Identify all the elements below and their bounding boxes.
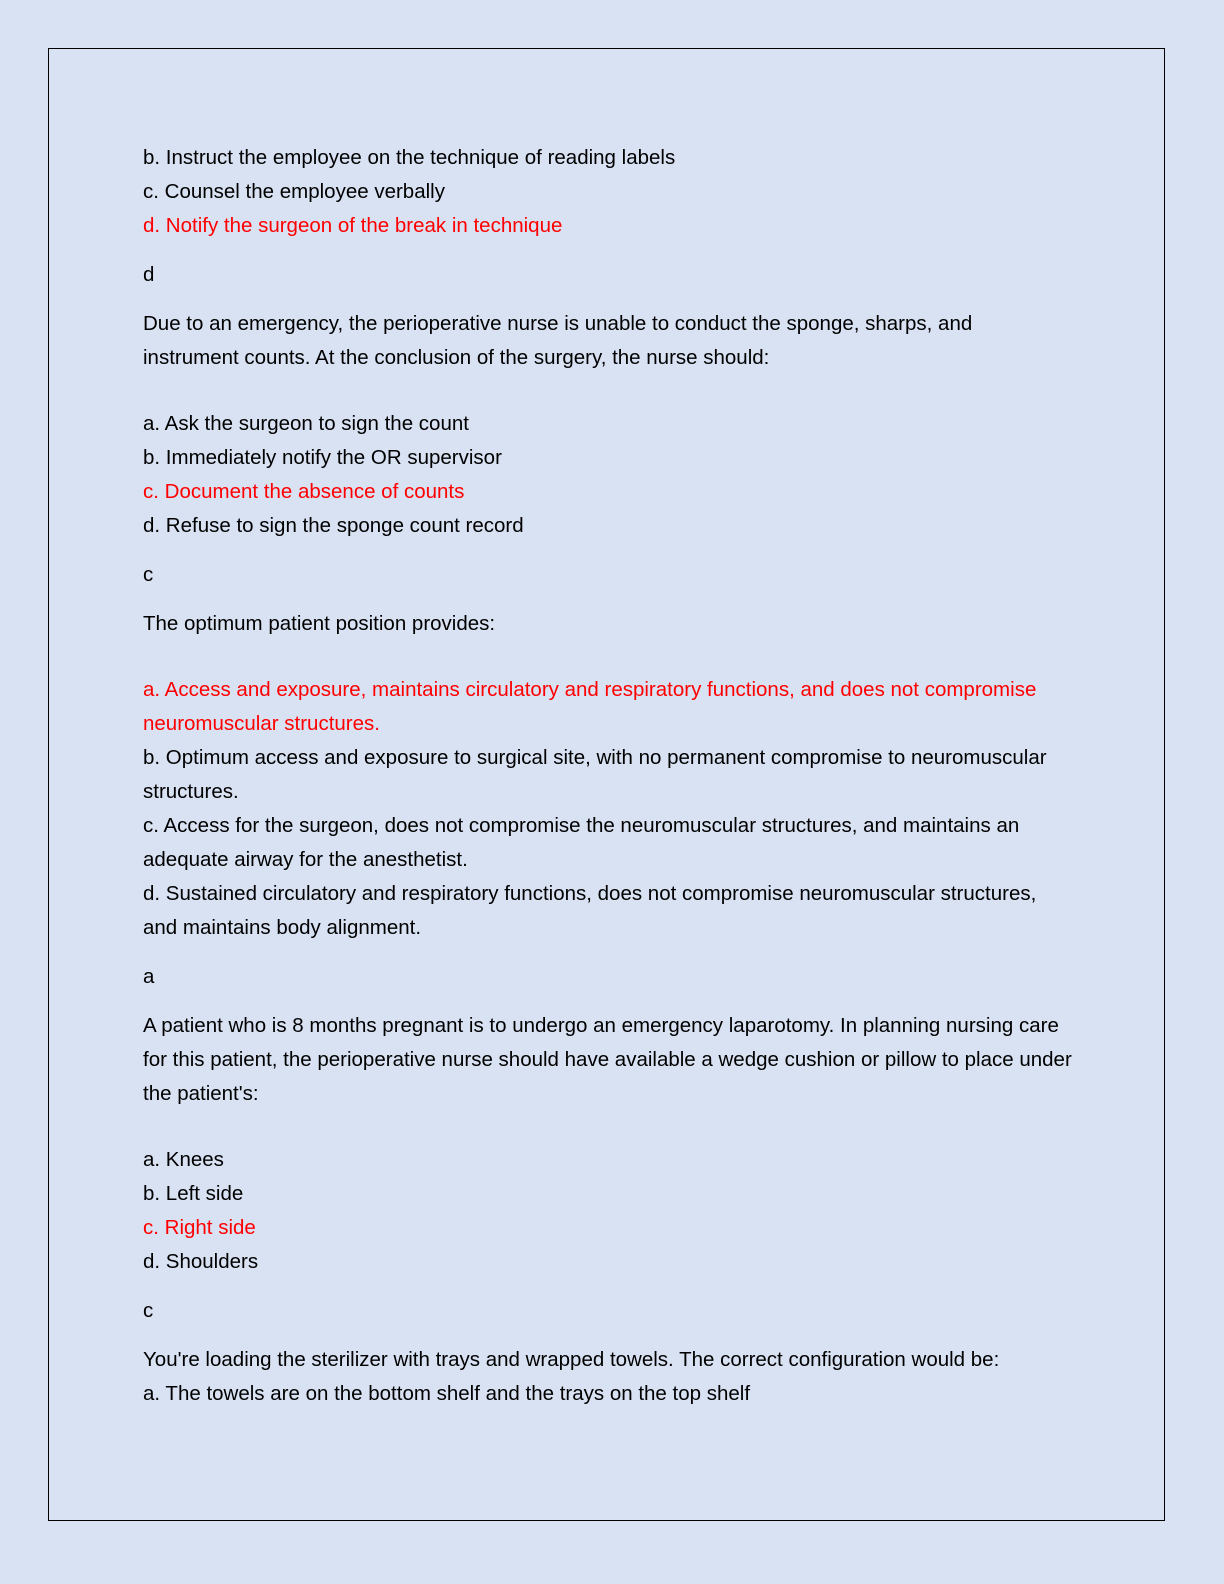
option-b: b. Immediately notify the OR supervisor	[143, 446, 502, 469]
question-text: Due to an emergency, the perioperative nurse is unable to conduct the sponge, sharps, and instrument counts. At the conclusion of the surgery, the nurse should:	[143, 312, 973, 369]
answer-key: d	[143, 263, 155, 286]
option-d: d. Refuse to sign the sponge count record	[143, 514, 524, 537]
answer-key: a	[143, 965, 155, 988]
option-c: c. Counsel the employee verbally	[143, 180, 445, 203]
option-c-correct: c. Document the absence of counts	[143, 480, 465, 503]
question-block-1	[143, 141, 1073, 292]
question-block-4	[143, 1009, 1073, 1328]
question-text: The optimum patient position provides:	[143, 612, 496, 635]
document-content	[143, 141, 1073, 1411]
question-text: A patient who is 8 months pregnant is to undergo an emergency laparotomy. In planning nursing care for this patient, the perioperative nurse should have available a wedge cushion or pillow to place under the patient's:	[143, 1014, 1072, 1105]
option-b: b. Left side	[143, 1182, 244, 1205]
option-c: c. Access for the surgeon, does not compromise the neuromuscular structures, and maintains an adequate airway for the anesthetist.	[143, 814, 1020, 871]
answer-key: c	[143, 1299, 154, 1322]
option-d-correct: d. Notify the surgeon of the break in technique	[143, 214, 563, 237]
option-d: d. Shoulders	[143, 1250, 259, 1273]
question-block-5	[143, 1343, 1073, 1411]
option-d: d. Sustained circulatory and respiratory functions, does not compromise neuromuscular structures, and maintains body alignment.	[143, 882, 1037, 939]
option-b: b. Optimum access and exposure to surgical site, with no permanent compromise to neuromuscular structures.	[143, 746, 1047, 803]
option-a: a. Knees	[143, 1148, 224, 1171]
option-b: b. Instruct the employee on the technique of reading labels	[143, 146, 676, 169]
answer-key: c	[143, 563, 154, 586]
question-text: You're loading the sterilizer with trays and wrapped towels. The correct configuration would be:	[143, 1348, 1000, 1371]
option-a: a. The towels are on the bottom shelf and the trays on the top shelf	[143, 1382, 751, 1405]
question-block-2	[143, 307, 1073, 592]
option-a-correct: a. Access and exposure, maintains circulatory and respiratory functions, and does not compromise neuromuscular structures.	[143, 678, 1037, 735]
option-c-correct: c. Right side	[143, 1216, 256, 1239]
option-a: a. Ask the surgeon to sign the count	[143, 412, 469, 435]
question-block-3	[143, 607, 1073, 994]
